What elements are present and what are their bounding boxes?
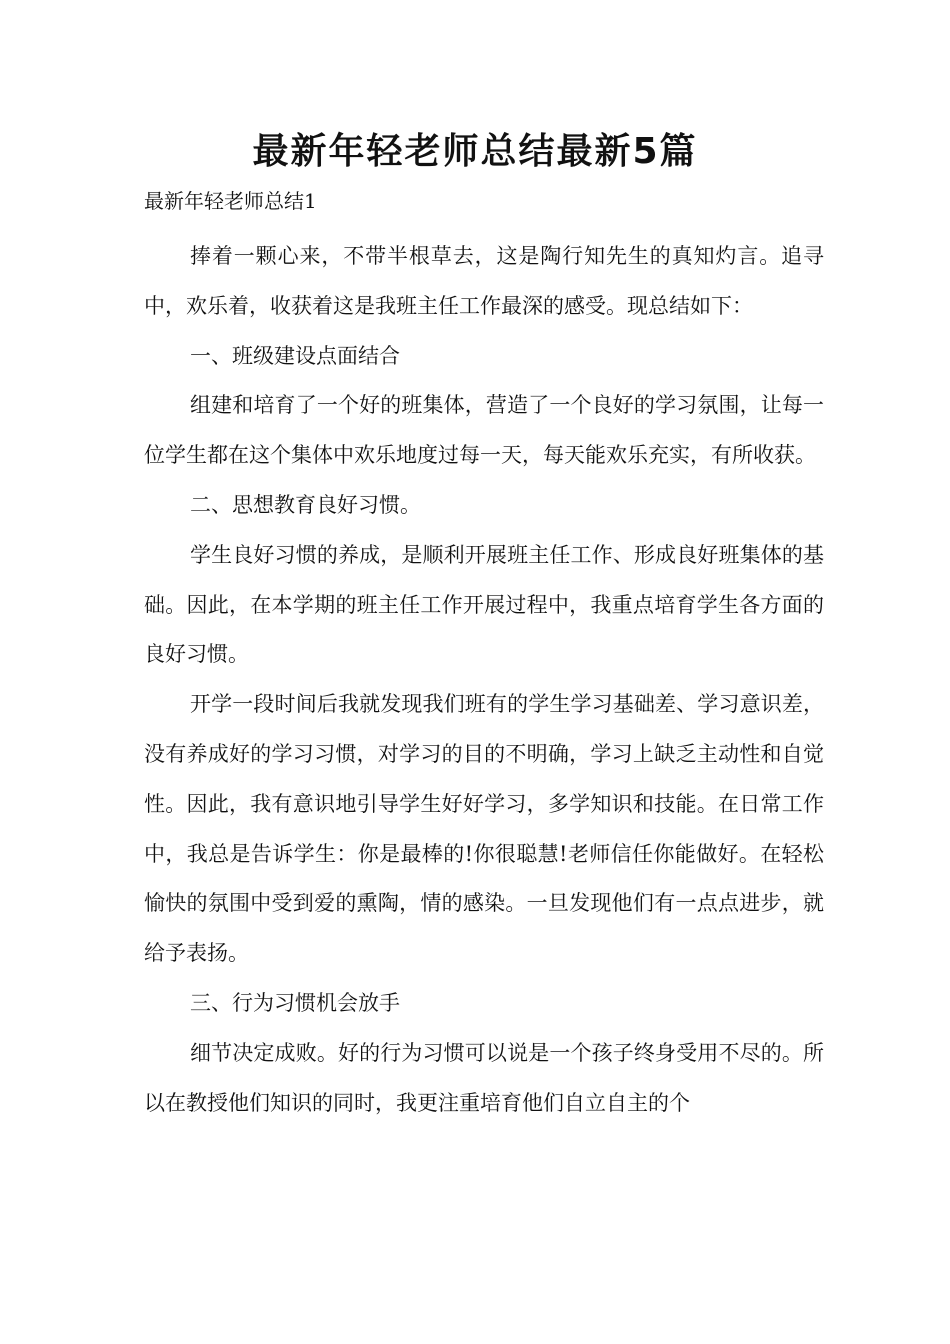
paragraph-study-habits: 开学一段时间后我就发现我们班有的学生学习基础差、学习意识差，没有养成好的学习习惯，对学习的目的不明确，学习上缺乏主动性和自觉性。因此，我有意识地引导学生好好学习，多学知识和技能。在日常工作中，我总是告诉学生：你是最棒的!你很聪慧!老师信任你能做好。在轻松愉快的氛围中受到爱的熏陶，情的感染。一旦发现他们有一点点进步，就给予表扬。 [144,692,824,966]
heading-class-building: 一、班级建设点面结合 [190,343,400,368]
document-body [144,232,824,1128]
section-subtitle: 最新年轻老师总结1 [144,189,317,213]
heading-behavior-habits: 三、行为习惯机会放手 [190,990,400,1015]
paragraph-class-building: 组建和培育了一个好的班集体，营造了一个良好的学习氛围，让每一位学生都在这个集体中欢乐地度过每一天，每天能欢乐充实，有所收获。 [144,393,824,468]
paragraph-intro: 捧着一颗心来，不带半根草去，这是陶行知先生的真知灼言。追寻中，欢乐着，收获着这是我班主任工作最深的感受。现总结如下： [144,244,824,318]
paragraph-details: 细节决定成败。好的行为习惯可以说是一个孩子终身受用不尽的。所以在教授他们知识的同时，我更注重培育他们自立自主的个 [144,1040,824,1115]
heading-moral-education: 二、思想教育良好习惯。 [190,492,421,517]
document-title: 最新年轻老师总结最新5篇 [252,131,698,172]
paragraph-good-habits: 学生良好习惯的养成，是顺利开展班主任工作、形成良好班集体的基础。因此，在本学期的班主任工作开展过程中，我重点培育学生各方面的良好习惯。 [144,542,824,667]
